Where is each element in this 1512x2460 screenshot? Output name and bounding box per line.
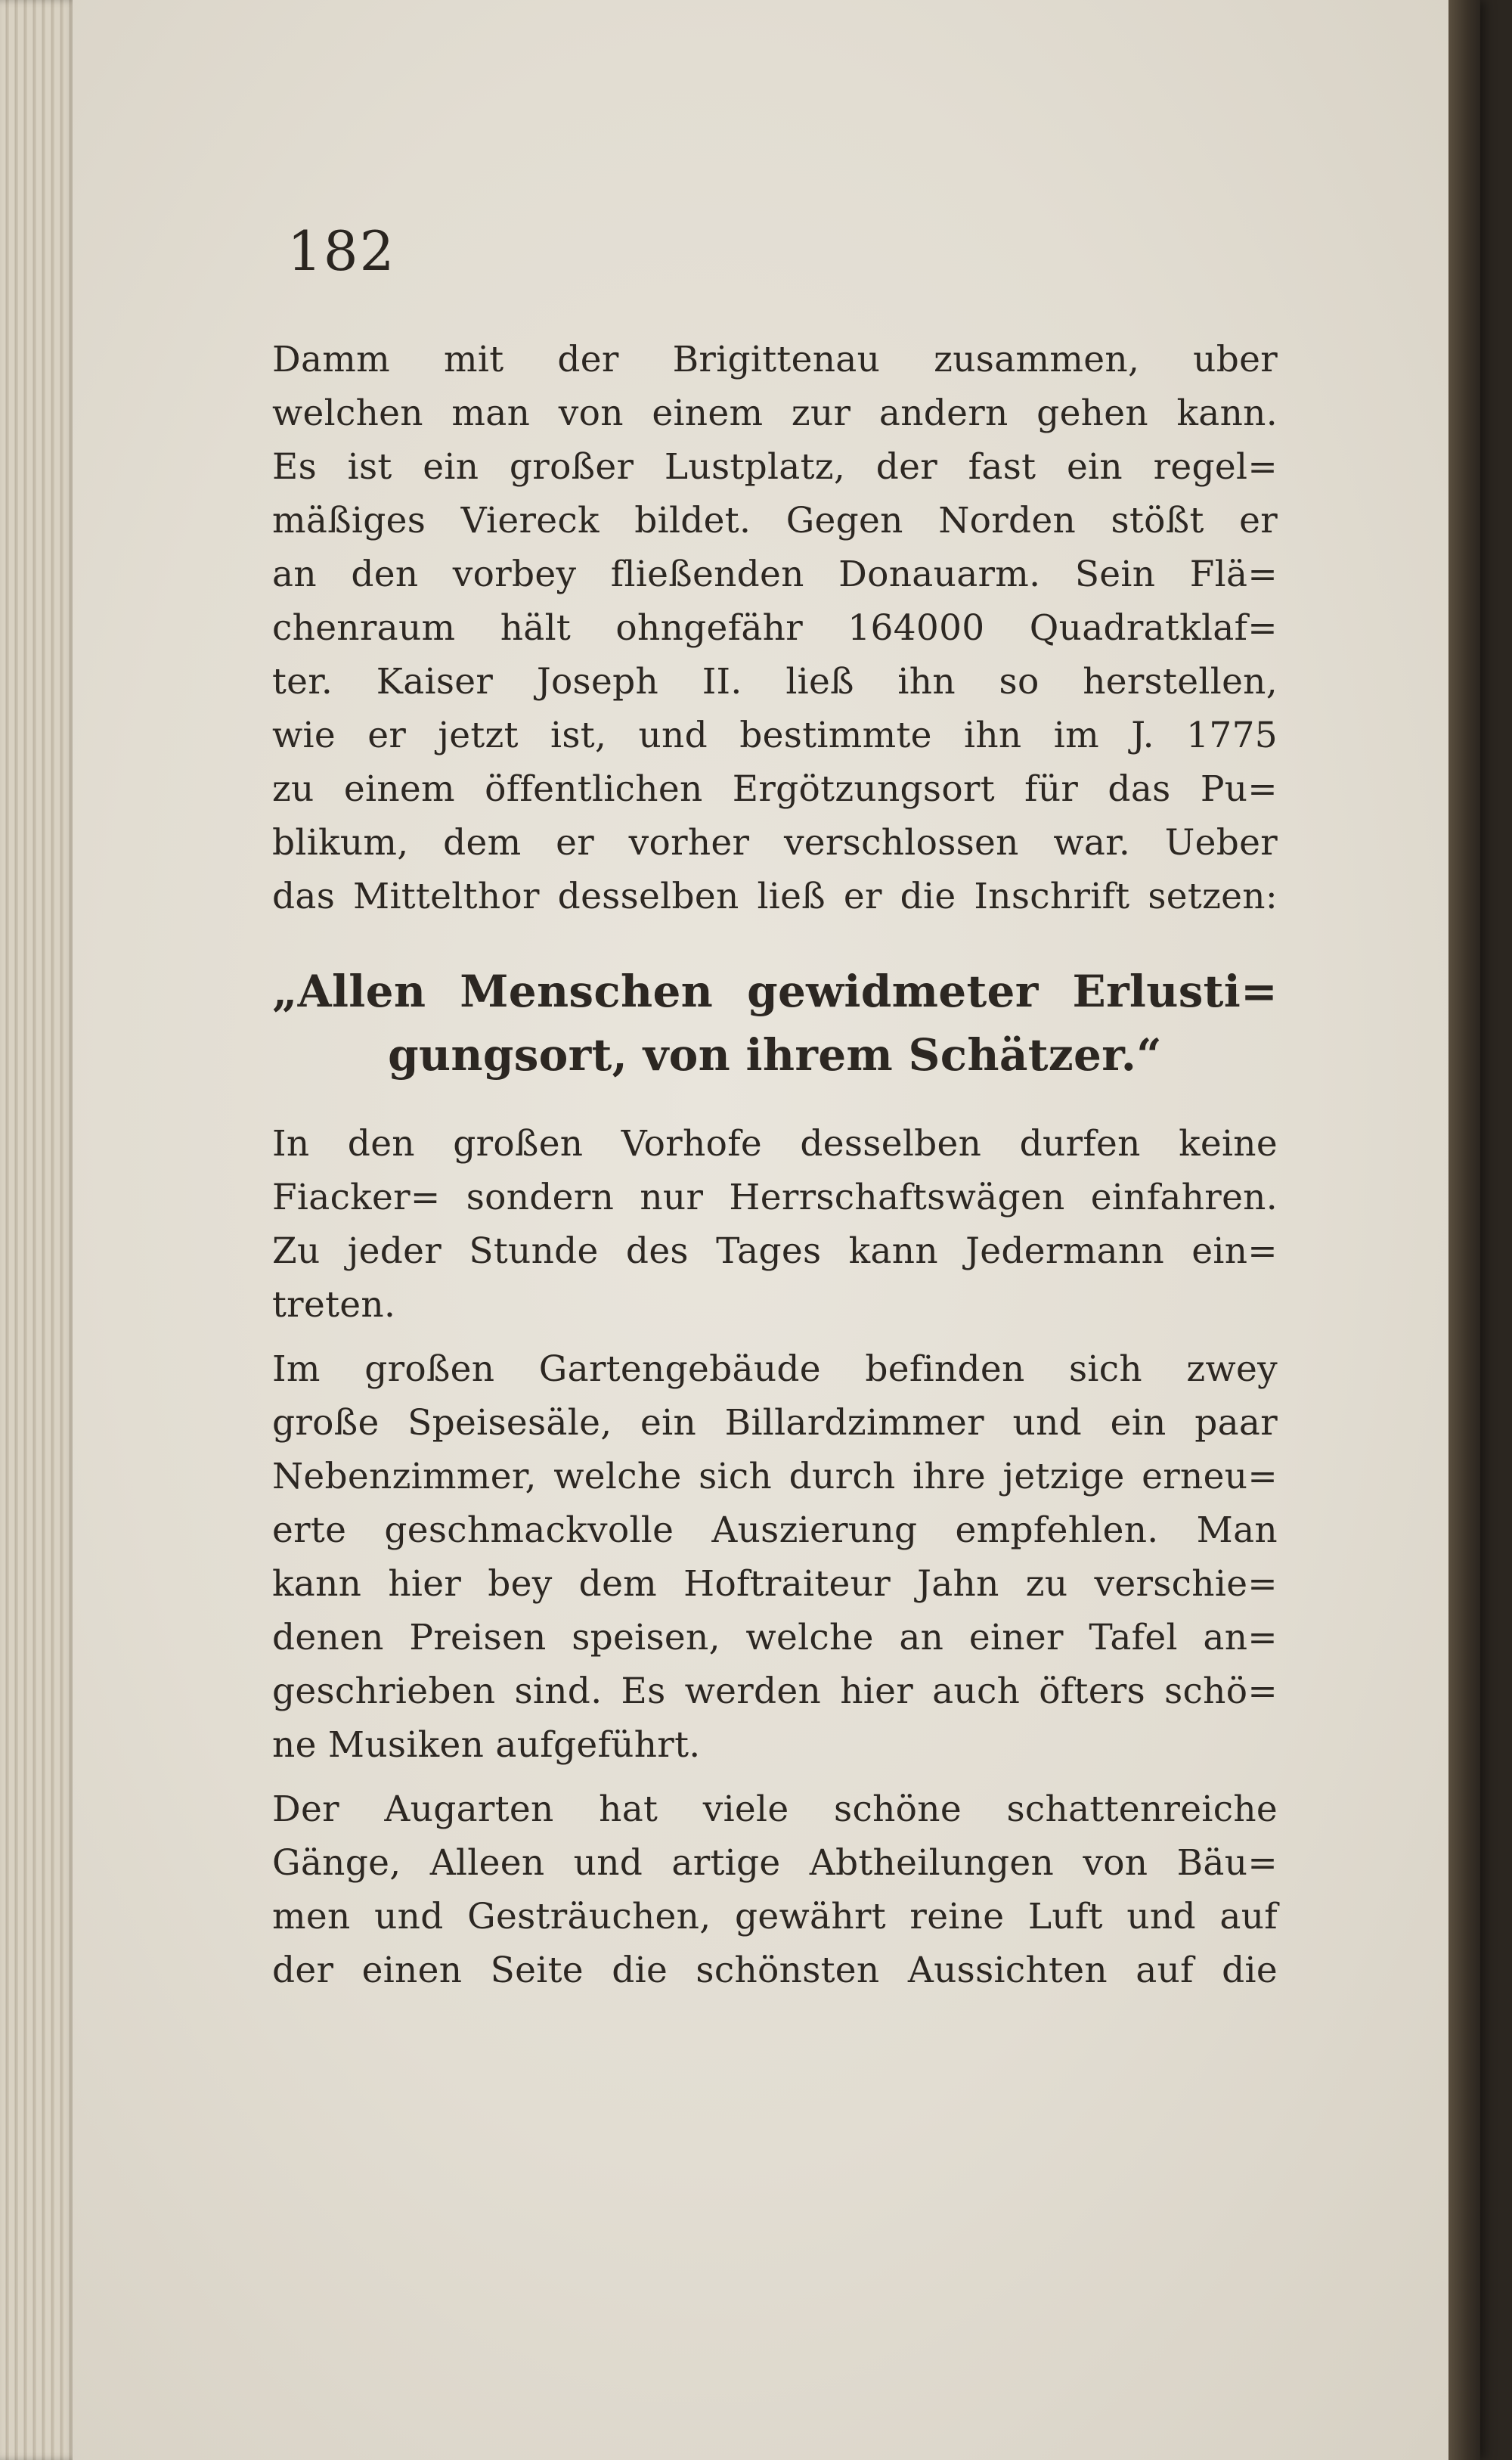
binding-gutter — [1448, 0, 1480, 2460]
page-number: 182 — [287, 219, 396, 283]
paragraph-2 — [272, 1117, 1278, 1332]
text-line: In den großen Vorhofe desselben durfen keine — [272, 1123, 1278, 1165]
text-line: kann hier bey dem Hoftraiteur Jahn zu verschie= — [272, 1563, 1278, 1605]
inscription-line: gungsort, von ihrem Schätzer.“ — [388, 1029, 1162, 1081]
text-line: Damm mit der Brigittenau zusammen, uber — [272, 339, 1278, 380]
text-line: treten. — [272, 1284, 396, 1326]
inscription-quote — [272, 960, 1278, 1087]
text-line: Es ist ein großer Lustplatz, der fast ein regel= — [272, 446, 1278, 488]
paragraph-1 — [272, 333, 1278, 923]
text-line: große Speisesäle, ein Billardzimmer und ein paar — [272, 1402, 1278, 1444]
inscription-line: „Allen Menschen gewidmeter Erlusti= — [272, 966, 1278, 1017]
text-line: erte geschmackvolle Auszierung empfehlen. Man — [272, 1509, 1278, 1551]
text-line: men und Gesträuchen, gewährt reine Luft und auf — [272, 1896, 1278, 1937]
text-line: an den vorbey fließenden Donauarm. Sein Flä= — [272, 554, 1278, 595]
text-line: zu einem öffentlichen Ergötzungsort für das Pu= — [272, 768, 1278, 810]
text-line: Der Augarten hat viele schöne schattenreiche — [272, 1788, 1278, 1830]
text-line: geschrieben sind. Es werden hier auch öfters schö= — [272, 1671, 1278, 1712]
paragraph-gap — [272, 1332, 1278, 1342]
text-line: Zu jeder Stunde des Tages kann Jedermann ein= — [272, 1230, 1278, 1272]
text-line: welchen man von einem zur andern gehen kann. — [272, 392, 1278, 434]
text-line: der einen Seite die schönsten Aussichten auf die — [272, 1950, 1278, 1991]
text-line: denen Preisen speisen, welche an einer Tafel an= — [272, 1617, 1278, 1658]
text-line: Fiacker= sondern nur Herrschaftswägen einfahren. — [272, 1177, 1278, 1218]
text-line: Gänge, Alleen und artige Abtheilungen von Bäu= — [272, 1842, 1278, 1884]
text-line: wie er jetzt ist, und bestimmte ihn im J. 1775 — [272, 715, 1278, 756]
text-line: ter. Kaiser Joseph II. ließ ihn so herstellen, — [272, 661, 1278, 703]
paragraph-3 — [272, 1342, 1278, 1772]
paragraph-gap — [272, 1772, 1278, 1782]
text-line: das Mittelthor desselben ließ er die Inschrift setzen: — [272, 876, 1278, 917]
text-line: chenraum hält ohngefähr 164000 Quadratklaf= — [272, 607, 1278, 649]
text-line: ne Musiken aufgeführt. — [272, 1724, 701, 1766]
text-line: Nebenzimmer, welche sich durch ihre jetzige erneu= — [272, 1456, 1278, 1497]
body-text — [272, 333, 1278, 1997]
text-line: blikum, dem er vorher verschlossen war. Ueber — [272, 822, 1278, 864]
text-line: Im großen Gartengebäude befinden sich zwey — [272, 1348, 1278, 1390]
paragraph-4 — [272, 1782, 1278, 1997]
text-line: mäßiges Viereck bildet. Gegen Norden stößt er — [272, 500, 1278, 541]
